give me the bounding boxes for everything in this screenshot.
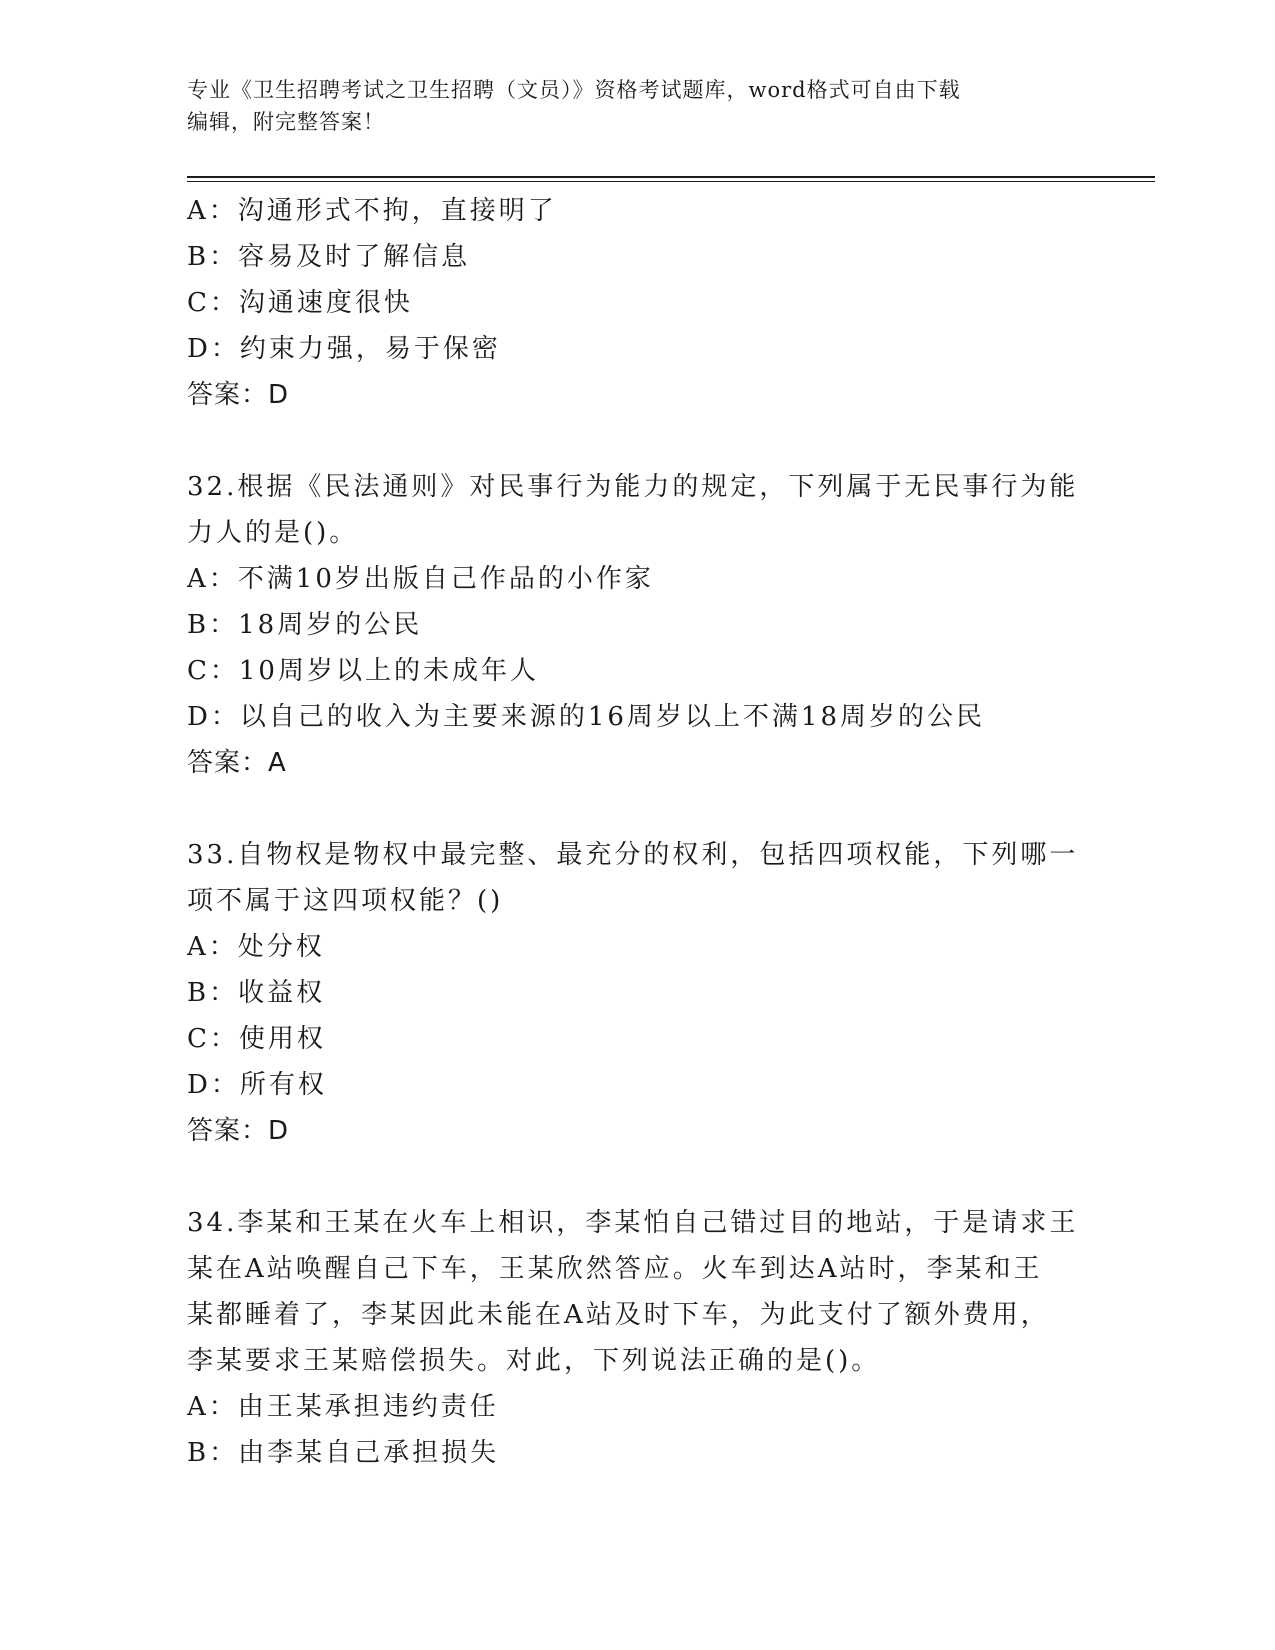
question-34	[187, 1200, 1087, 1476]
question-text-line: 李某要求王某赔偿损失。对此，下列说法正确的是()。	[187, 1346, 881, 1376]
option-d: D：以自己的收入为主要来源的16周岁以上不满18周岁的公民	[187, 702, 986, 732]
option-a: A：由王某承担违约责任	[187, 1392, 499, 1422]
header-divider-thick	[187, 176, 1155, 178]
answer-line: 答案：D	[187, 380, 290, 410]
question-32	[187, 464, 1087, 786]
option-c: C：10周岁以上的未成年人	[187, 656, 539, 686]
question-text-line: 项不属于这四项权能？()	[187, 886, 504, 916]
header-divider-thin	[187, 181, 1155, 182]
spacer	[187, 418, 1087, 464]
document-header	[187, 74, 1067, 138]
question-list	[187, 188, 1087, 1476]
question-31	[187, 188, 1087, 418]
option-b: B：收益权	[187, 978, 326, 1008]
spacer	[187, 786, 1087, 832]
header-line-2: 编辑，附完整答案！	[187, 110, 385, 134]
spacer	[187, 1154, 1087, 1200]
option-a: A：处分权	[187, 932, 325, 962]
option-b: B：18周岁的公民	[187, 610, 423, 640]
option-a: A：沟通形式不拘，直接明了	[187, 196, 557, 226]
question-text-line: 力人的是()。	[187, 518, 359, 548]
question-text-line: 某都睡着了，李某因此未能在A站及时下车，为此支付了额外费用，	[187, 1300, 1050, 1330]
option-c: C：使用权	[187, 1024, 326, 1054]
header-line-1: 专业《卫生招聘考试之卫生招聘（文员）》资格考试题库，word格式可自由下载	[187, 78, 961, 102]
question-text-line: 33.自物权是物权中最完整、最充分的权利，包括四项权能，下列哪一	[187, 840, 1079, 870]
option-a: A：不满10岁出版自己作品的小作家	[187, 564, 654, 594]
answer-line: 答案：A	[187, 748, 287, 778]
option-d: D：约束力强，易于保密	[187, 334, 501, 364]
question-33	[187, 832, 1087, 1154]
question-text-line: 34.李某和王某在火车上相识，李某怕自己错过目的地站，于是请求王	[187, 1208, 1079, 1238]
option-b: B：由李某自己承担损失	[187, 1438, 500, 1468]
answer-line: 答案：D	[187, 1116, 290, 1146]
option-b: B：容易及时了解信息	[187, 242, 471, 272]
option-d: D：所有权	[187, 1070, 327, 1100]
question-text-line: 某在A站唤醒自己下车，王某欣然答应。火车到达A站时，李某和王	[187, 1254, 1043, 1284]
option-c: C：沟通速度很快	[187, 288, 413, 318]
question-text-line: 32.根据《民法通则》对民事行为能力的规定，下列属于无民事行为能	[187, 472, 1079, 502]
